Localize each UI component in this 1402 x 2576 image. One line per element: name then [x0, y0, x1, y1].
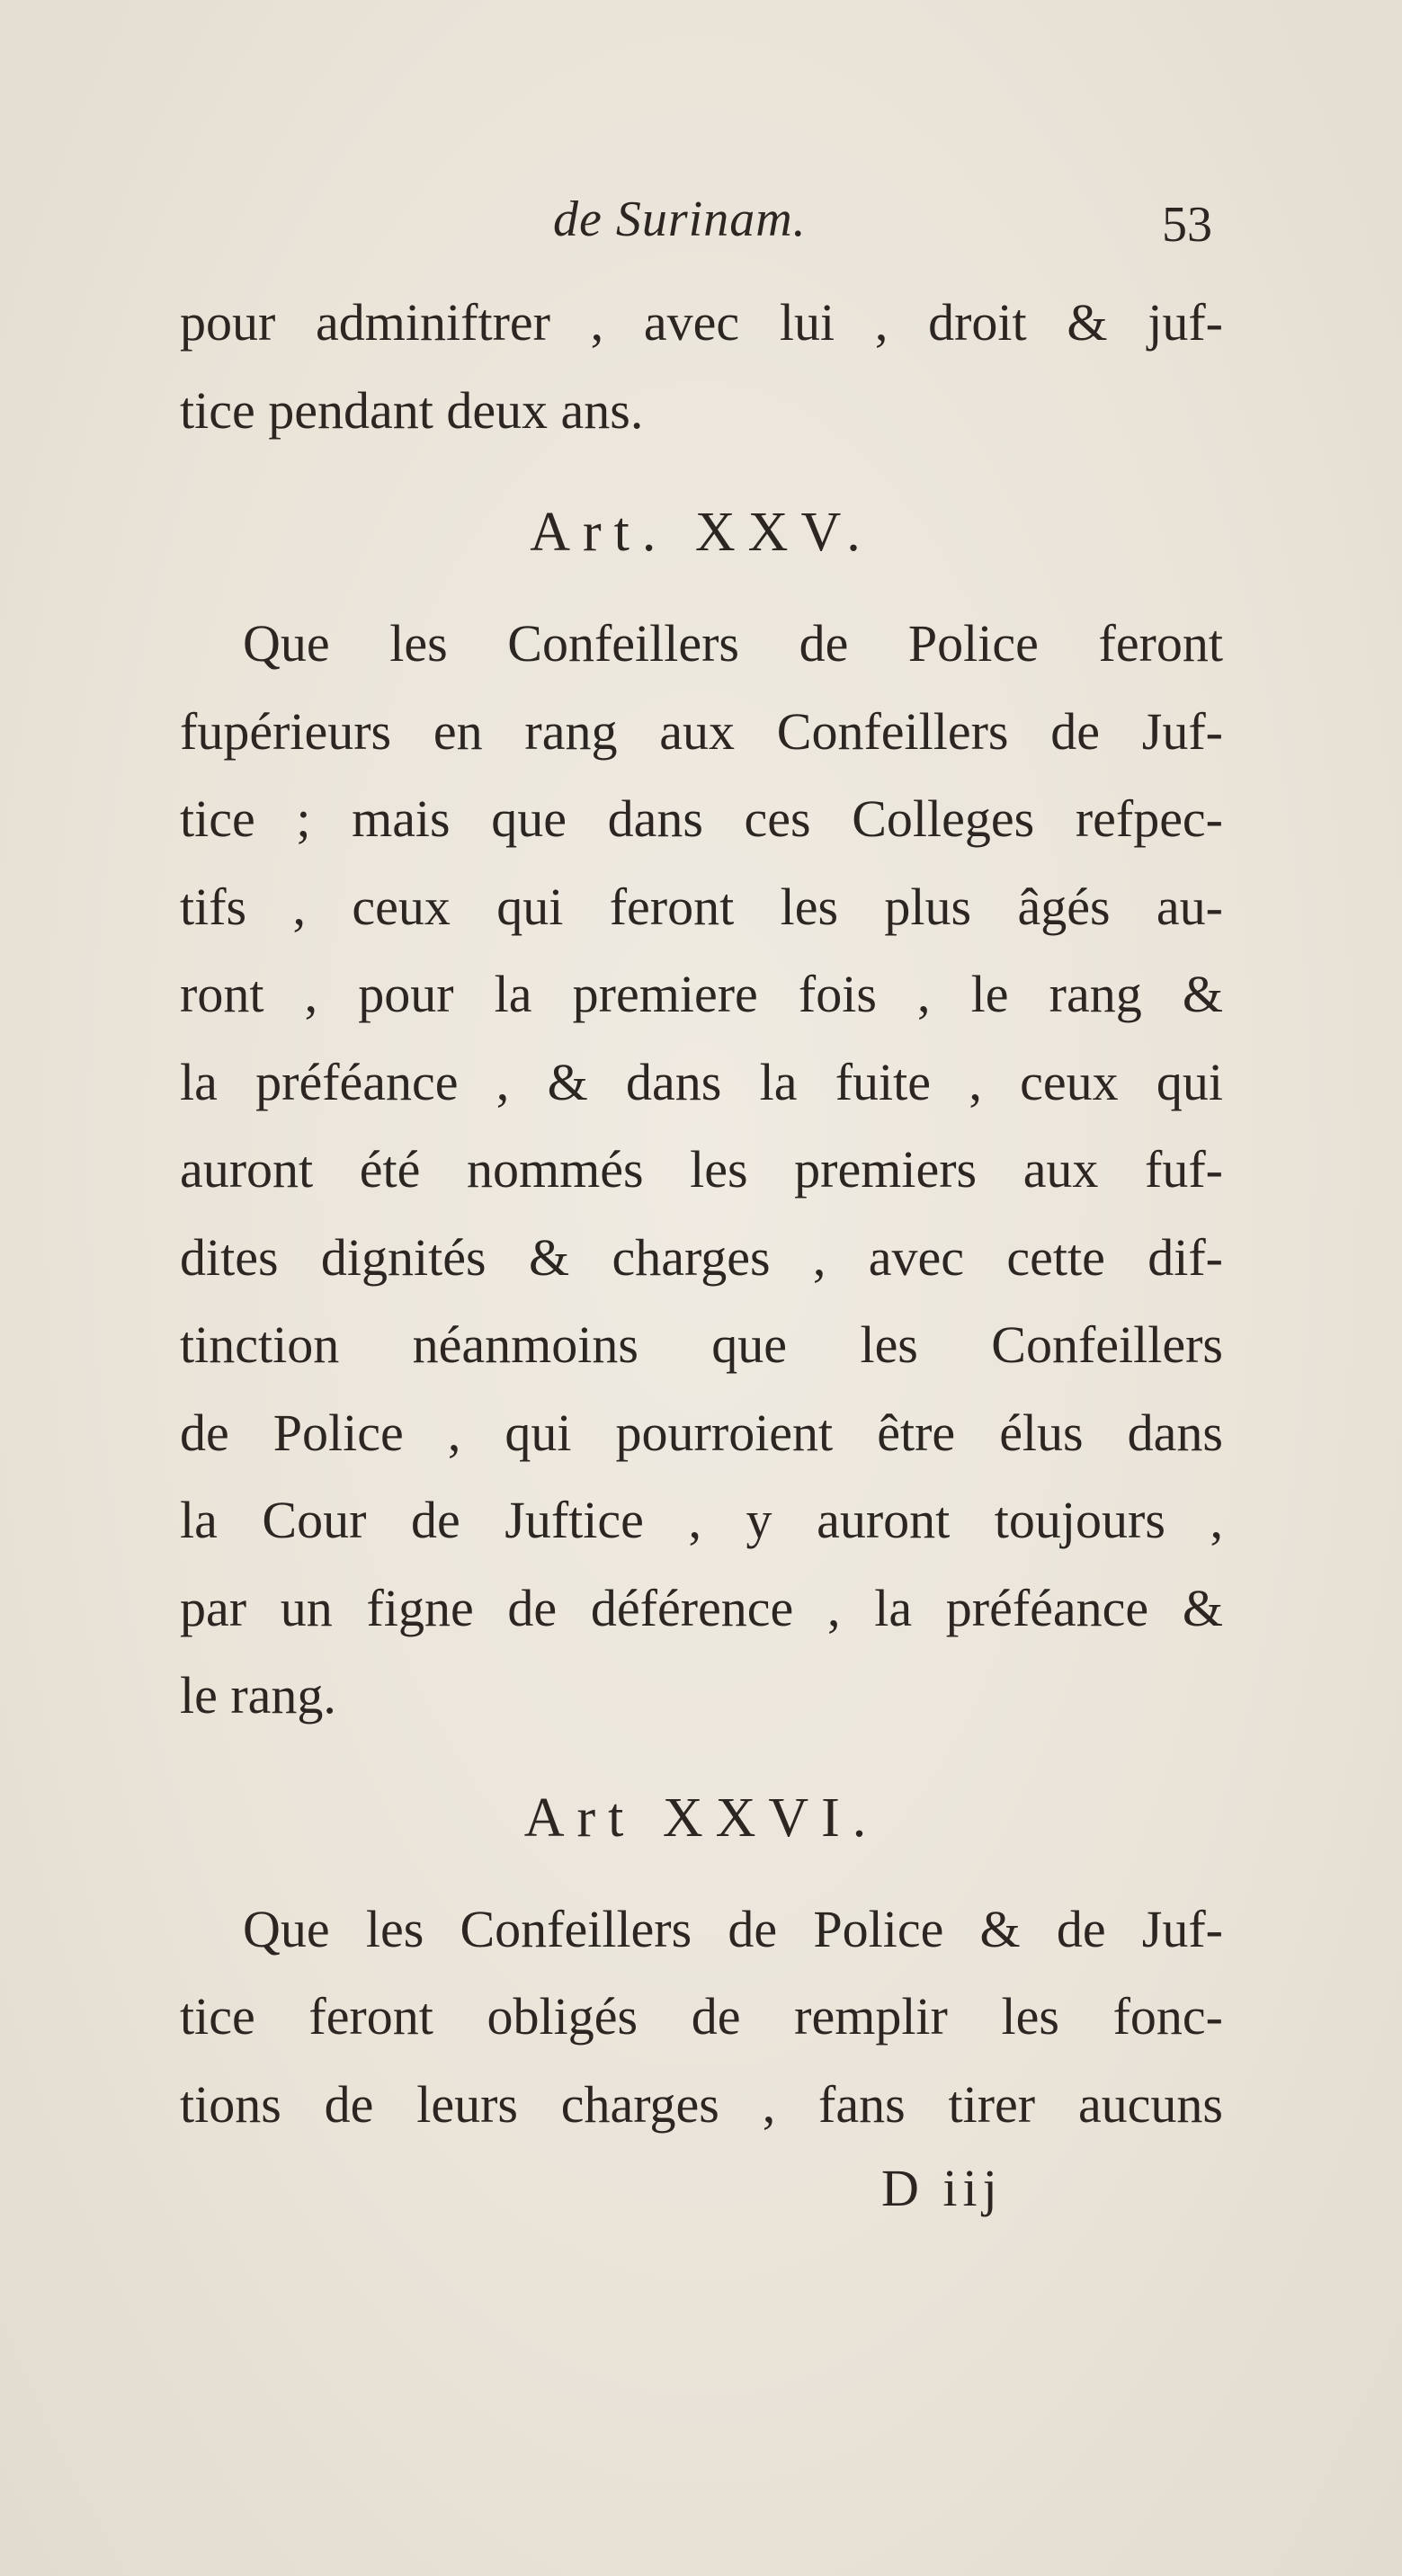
article-heading-xxv: Art. XXV. — [530, 502, 873, 563]
running-title: de Surinam. — [553, 192, 807, 247]
text-line: tice pendant deux ans. — [180, 380, 644, 440]
text-line: fupérieurs en rang aux Confeillers de Juf- — [180, 701, 1223, 761]
text-line: le rang. — [180, 1666, 336, 1725]
text-line: Que les Confeillers de Police feront — [243, 614, 1223, 673]
article-heading-xxvi: Art XXVI. — [523, 1787, 880, 1849]
running-head — [180, 191, 1223, 263]
text-block — [180, 279, 1223, 2148]
text-line: Que les Confeillers de Police & de Juf- — [243, 1899, 1223, 1958]
text-line: tice feront obligés de remplir les fonc- — [180, 1987, 1223, 2046]
text-line: de Police , qui pourroient être élus dans — [180, 1403, 1223, 1462]
text-line: la préféance , & dans la fuite , ceux qui — [180, 1052, 1223, 1111]
text-line: tions de leurs charges , fans tirer aucuns — [180, 2074, 1223, 2134]
text-line: tinction néanmoins que les Confeillers — [180, 1315, 1223, 1374]
text-line: par un figne de déférence , la préféance & — [180, 1578, 1223, 1637]
text-line: auront été nommés les premiers aux fuf- — [180, 1140, 1223, 1199]
text-line: dites dignités & charges , avec cette dif- — [180, 1227, 1223, 1287]
signature-mark: D iij — [881, 2159, 1003, 2217]
page-number: 53 — [1162, 197, 1212, 253]
text-line: ront , pour la premiere fois , le rang & — [180, 965, 1223, 1023]
text-line: tice ; mais que dans ces Colleges refpec- — [180, 789, 1223, 848]
text-line: la Cour de Juftice , y auront toujours , — [180, 1491, 1223, 1549]
text-line: tifs , ceux qui feront les plus âgés au- — [180, 877, 1223, 936]
text-line: pour adminiftrer , avec lui , droit & juf- — [180, 293, 1223, 352]
